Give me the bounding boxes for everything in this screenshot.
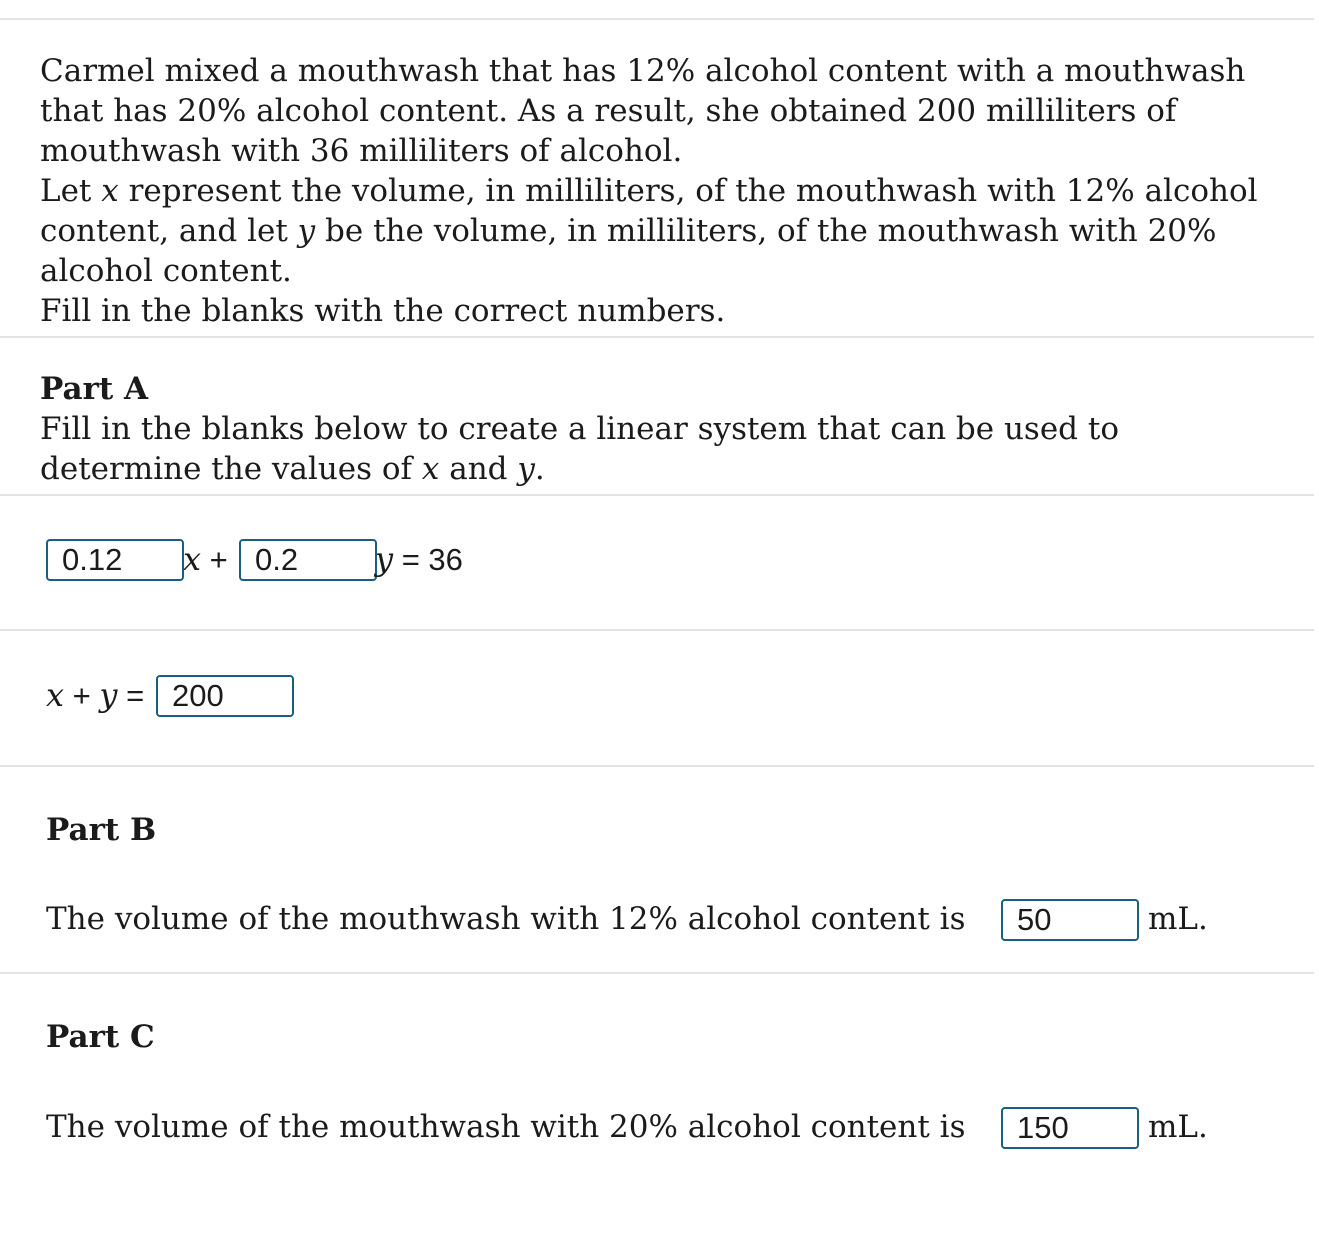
variable-y: y bbox=[375, 540, 394, 578]
variable-x: x bbox=[46, 676, 65, 714]
problem-line: Carmel mixed a mouthwash that has 12% alcohol content with a mouthwash bbox=[40, 53, 1246, 89]
part-c-sentence: The volume of the mouthwash with 20% alcohol content is bbox=[46, 1109, 966, 1145]
text-fragment: be the volume, in milliliters, of the mouthwash with 20% bbox=[315, 213, 1217, 249]
variable-x: x bbox=[421, 451, 440, 487]
part-b-heading: Part B bbox=[46, 812, 157, 848]
part-a-divider bbox=[0, 494, 1314, 496]
text-fragment: . bbox=[534, 451, 545, 487]
plus-sign: + bbox=[72, 678, 91, 713]
problem-divider bbox=[0, 336, 1314, 338]
part-b-answer-input[interactable]: 50 bbox=[1001, 899, 1139, 941]
equals-sign: = bbox=[126, 678, 145, 713]
problem-line: mouthwash with 36 milliliters of alcohol. bbox=[40, 133, 683, 169]
part-b-unit: mL. bbox=[1148, 901, 1208, 937]
equation-1-divider bbox=[0, 629, 1314, 631]
prompt-line bbox=[40, 449, 1310, 489]
text-fragment: and bbox=[439, 451, 518, 487]
equals-36: = 36 bbox=[401, 542, 463, 577]
coefficient-y-input[interactable]: 0.2 bbox=[239, 539, 377, 581]
variable-y: y bbox=[297, 213, 316, 249]
variable-y: y bbox=[99, 676, 118, 714]
part-c-heading: Part C bbox=[46, 1019, 155, 1055]
part-a-heading: Part A bbox=[40, 371, 149, 407]
part-b-sentence: The volume of the mouthwash with 12% alcohol content is bbox=[46, 901, 966, 937]
text-fragment: represent the volume, in milliliters, of the mouthwash with 12% alcohol bbox=[118, 173, 1258, 209]
equation-1-x-term bbox=[183, 538, 228, 581]
part-c-unit: mL. bbox=[1148, 1109, 1208, 1145]
part-c-answer-input[interactable]: 150 bbox=[1001, 1107, 1139, 1149]
prompt-line: Fill in the blanks below to create a linear system that can be used to bbox=[40, 411, 1119, 447]
problem-line: alcohol content. bbox=[40, 253, 292, 289]
problem-line bbox=[40, 171, 1310, 211]
text-fragment: determine the values of bbox=[40, 451, 422, 487]
variable-x: x bbox=[101, 173, 119, 209]
plus-sign: + bbox=[209, 542, 228, 577]
problem-line bbox=[40, 211, 1310, 251]
problem-instruction: Fill in the blanks with the correct numbers. bbox=[40, 293, 726, 329]
top-divider bbox=[0, 18, 1314, 20]
text-fragment: content, and let bbox=[40, 213, 298, 249]
coefficient-x-input[interactable]: 0.12 bbox=[46, 539, 184, 581]
equation-1-rhs bbox=[375, 538, 463, 581]
part-b-divider bbox=[0, 972, 1314, 974]
equation-2-lhs bbox=[46, 674, 144, 717]
sum-input[interactable]: 200 bbox=[156, 675, 294, 717]
part-a-prompt bbox=[40, 409, 1310, 489]
text-fragment: Let bbox=[40, 173, 102, 209]
problem-line: that has 20% alcohol content. As a result, she obtained 200 milliliters of bbox=[40, 93, 1177, 129]
equation-2-divider bbox=[0, 765, 1314, 767]
problem-statement bbox=[40, 51, 1310, 331]
variable-x: x bbox=[183, 540, 202, 578]
variable-y: y bbox=[517, 451, 535, 487]
